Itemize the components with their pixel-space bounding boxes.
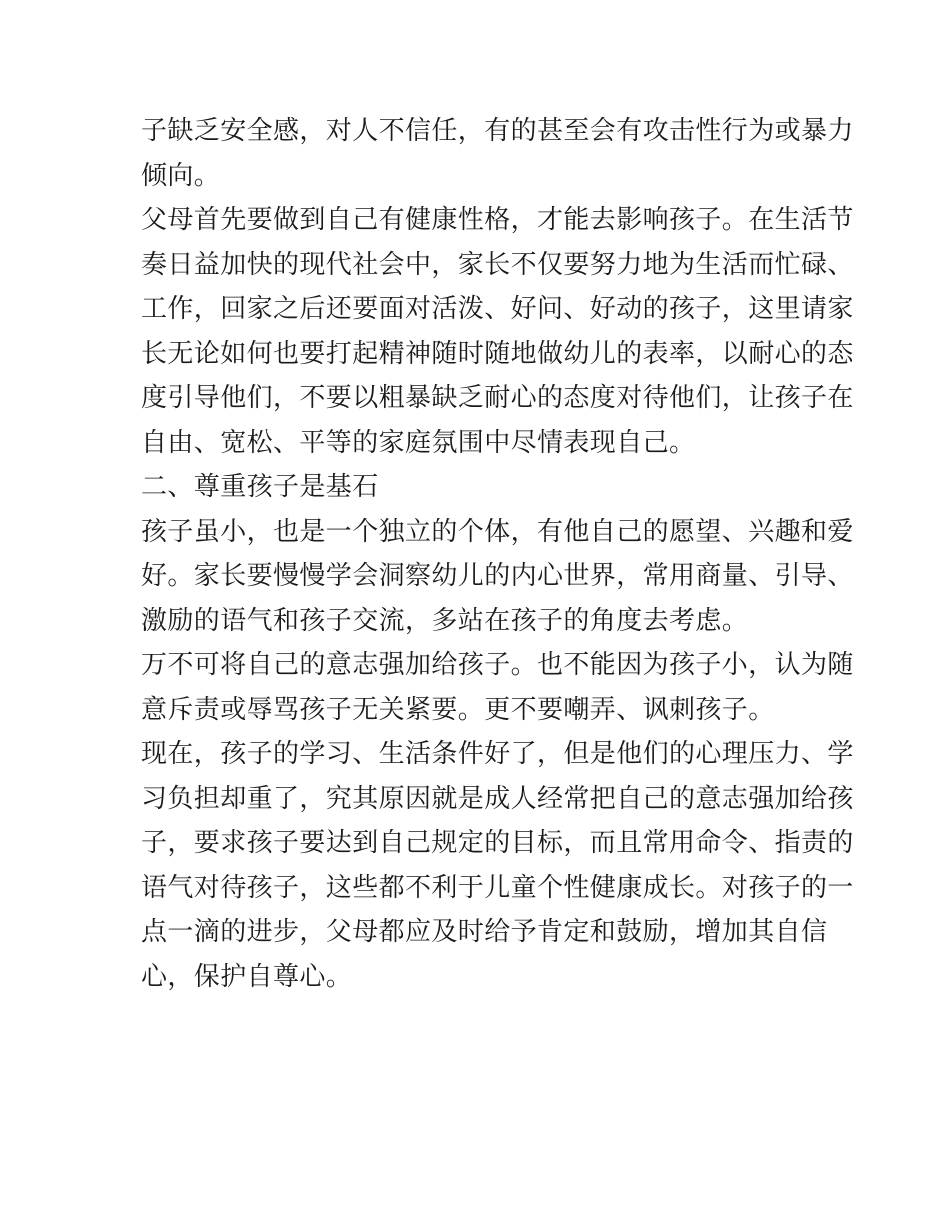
text-line: 度引导他们，不要以粗暴缺乏耐心的态度对待他们，让孩子在 [141,383,854,413]
text-line: 激励的语气和孩子交流，多站在孩子的角度去考虑。 [141,605,749,636]
text-line: 自由、宽松、平等的家庭氛围中尽情表现自己。 [141,427,696,458]
text-line: 父母首先要做到自己有健康性格，才能去影响孩子。在生活节 [141,205,854,235]
text-line: 习负担却重了，究其原因就是成人经常把自己的意志强加给孩 [141,783,854,814]
text-line: 长无论如何也要打起精神随时随地做幼儿的表率，以耐心的态 [141,338,854,369]
text-line: 意斥责或辱骂孩子无关紧要。更不要嘲弄、讽刺孩子。 [141,694,775,725]
text-line: 心，保护自尊心。 [141,961,353,992]
text-line: 孩子虽小，也是一个独立的个体，有他自己的愿望、兴趣和爱 [141,516,854,547]
text-line: 奏日益加快的现代社会中，家长不仅要努力地为生活而忙碌、 [141,249,854,280]
text-line: 子缺乏安全感，对人不信任，有的甚至会有攻击性行为或暴力 [141,116,854,146]
section-heading: 二、尊重孩子是基石 [141,472,379,502]
text-line: 点一滴的进步，父母都应及时给予肯定和鼓励，增加其自信 [141,917,828,947]
text-line: 工作，回家之后还要面对活泼、好问、好动的孩子，这里请家 [141,294,854,324]
text-line: 倾向。 [141,160,221,191]
text-line: 子，要求孩子要达到自己规定的目标，而且常用命令、指责的 [141,828,854,858]
document-body [141,109,854,999]
text-line: 好。家长要慢慢学会洞察幼儿的内心世界，常用商量、引导、 [141,561,854,591]
text-line: 万不可将自己的意志强加给孩子。也不能因为孩子小，认为随 [141,650,854,680]
text-line: 语气对待孩子，这些都不利于儿童个性健康成长。对孩子的一 [141,872,854,903]
text-line: 现在，孩子的学习、生活条件好了，但是他们的心理压力、学 [141,739,854,769]
